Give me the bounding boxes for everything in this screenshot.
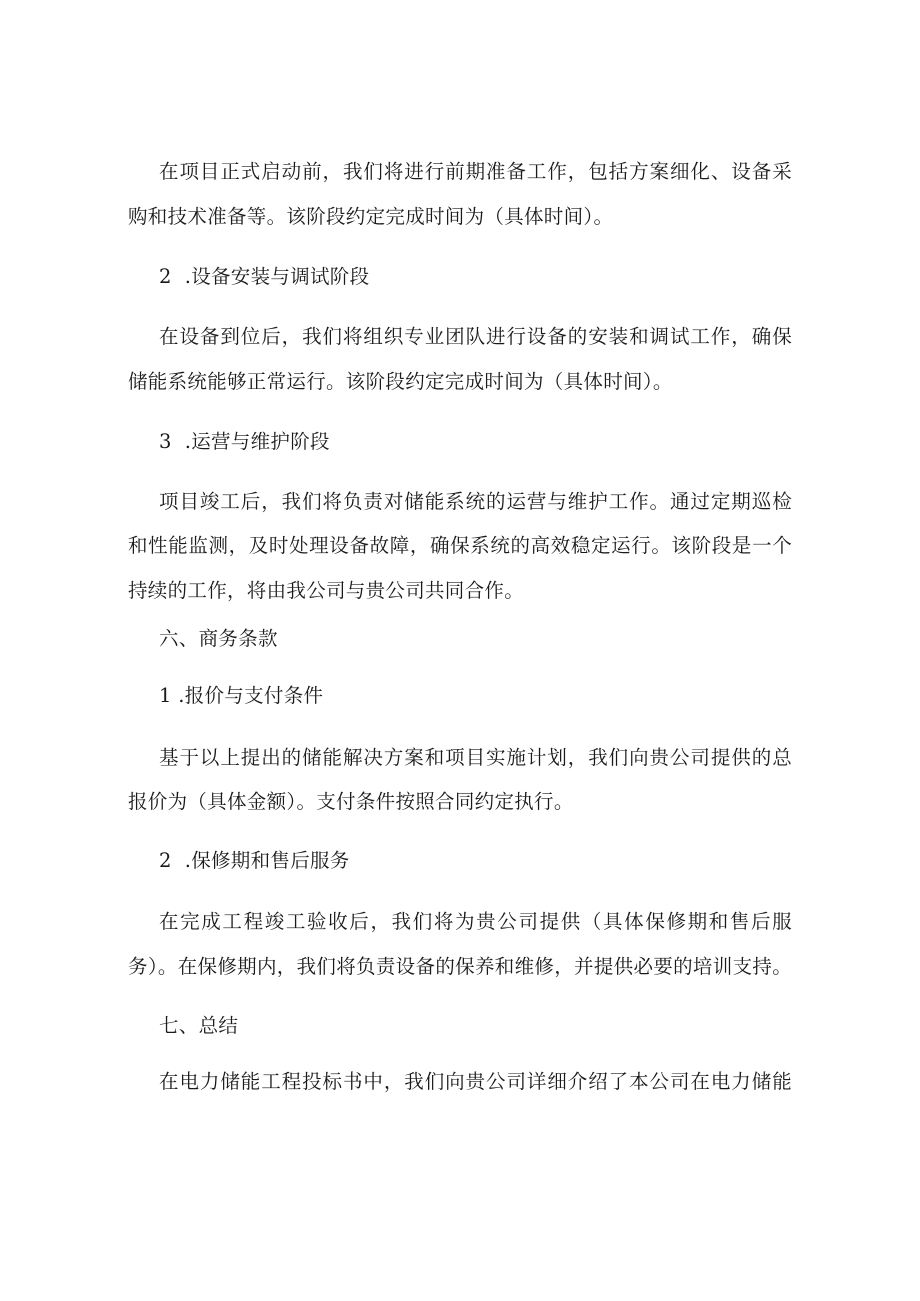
chapter-heading: 六、商务条款 [159,627,278,650]
paragraph-line: 务）。在保修期内，我们将负责设备的保养和维修，并提供必要的培训支持。 [128,955,792,978]
paragraph-line: 在电力储能工程投标书中，我们向贵公司详细介绍了本公司在电力储能 [159,1070,792,1093]
paragraph-line: 持续的工作，将由我公司与贵公司共同合作。 [128,579,525,602]
section-heading: 2 .保修期和售后服务 [159,849,350,872]
paragraph-line: 项目竣工后，我们将负责对储能系统的运营与维护工作。通过定期巡检 [159,490,792,513]
paragraph-line: 购和技术准备等。该阶段约定完成时间为（具体时间）。 [128,205,614,228]
section-heading: 3 .运营与维护阶段 [159,430,330,453]
paragraph-line: 在项目正式启动前，我们将进行前期准备工作，包括方案细化、设备采 [159,160,792,183]
chapter-heading: 七、总结 [159,1014,239,1037]
paragraph-line: 在完成工程竣工验收后，我们将为贵公司提供（具体保修期和售后服 [159,910,792,933]
section-heading: 2 .设备安装与调试阶段 [159,265,370,288]
paragraph-line: 和性能监测，及时处理设备故障，确保系统的高效稳定运行。该阶段是一个 [128,534,792,557]
paragraph-line: 在设备到位后，我们将组织专业团队进行设备的安装和调试工作，确保 [159,325,792,348]
paragraph-line: 基于以上提出的储能解决方案和项目实施计划，我们向贵公司提供的总 [159,746,792,769]
section-heading: 1 .报价与支付条件 [159,684,324,707]
paragraph-line: 储能系统能够正常运行。该阶段约定完成时间为（具体时间）。 [128,370,673,393]
paragraph-line: 报价为（具体金额）。支付条件按照合同约定执行。 [128,790,574,813]
